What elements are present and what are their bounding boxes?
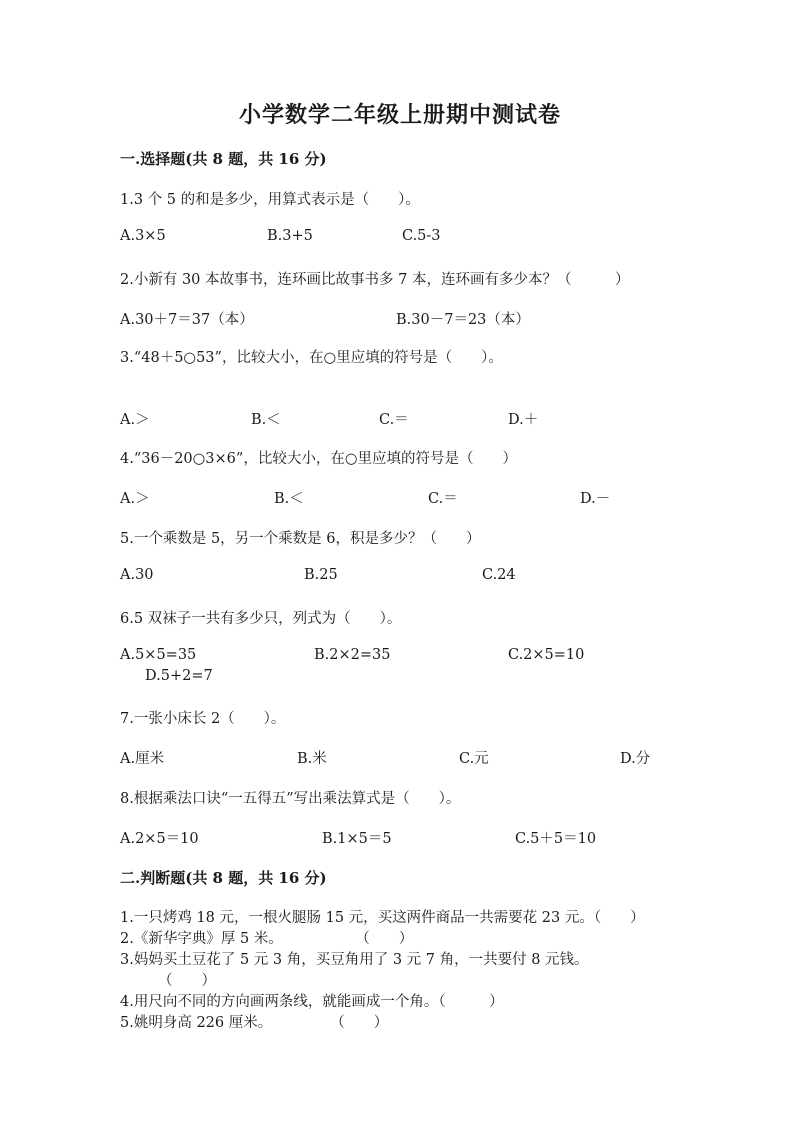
judgement-line-4: 4.用尺向不同的方向画两条线，就能画成一个角。（ ） bbox=[120, 994, 504, 1010]
option: C.2×5=10 bbox=[508, 647, 585, 663]
judgement-line-3: 3.妈妈买土豆花了 5 元 3 角，买豆角用了 3 元 7 角，一共要付 8 元钱。 bbox=[120, 952, 589, 968]
option: C.＝ bbox=[379, 412, 409, 428]
option: A.2×5＝10 bbox=[120, 831, 199, 847]
option: A.30 bbox=[120, 567, 154, 583]
option: B.25 bbox=[304, 567, 338, 583]
judgement-line-1: 1.一只烤鸡 18 元，一根火腿肠 15 元，买这两件商品一共需要花 23 元。（ ） bbox=[120, 910, 645, 926]
option: A.30＋7＝37（本） bbox=[120, 312, 254, 328]
option: B.＜ bbox=[274, 491, 304, 507]
question-2: 2.小新有 30 本故事书，连环画比故事书多 7 本，连环画有多少本？（ ） bbox=[120, 272, 630, 288]
option: C.24 bbox=[482, 567, 516, 583]
option: D.＋ bbox=[508, 412, 539, 428]
question-7: 7.一张小床长 2（ ）。 bbox=[120, 711, 286, 727]
option: B.30－7＝23（本） bbox=[396, 312, 530, 328]
question-4: 4.“36－20○3×6”，比较大小，在○里应填的符号是（ ） bbox=[120, 451, 517, 467]
option: C.5-3 bbox=[402, 228, 441, 244]
section-heading-judgement: 二.判断题(共 8 题，共 16 分) bbox=[120, 869, 327, 887]
option: B.＜ bbox=[251, 412, 281, 428]
option: A.＞ bbox=[120, 412, 150, 428]
question-3: 3.“48＋5○53”，比较大小，在○里应填的符号是（ ）。 bbox=[120, 350, 503, 366]
option: D.5+2=7 bbox=[145, 668, 213, 684]
question-1: 1.3 个 5 的和是多少，用算式表示是（ ）。 bbox=[120, 192, 420, 208]
judgement-line-2: 2.《新华字典》厚 5 米。 （ ） bbox=[120, 931, 414, 947]
option: A.3×5 bbox=[120, 228, 166, 244]
option: C.＝ bbox=[428, 491, 458, 507]
judgement-line-3-blank: （ ） bbox=[158, 973, 216, 989]
option: A.厘米 bbox=[120, 751, 165, 767]
option: A.5×5=35 bbox=[120, 647, 197, 663]
page-title: 小学数学二年级上册期中测试卷 bbox=[238, 102, 562, 128]
judgement-line-5: 5.姚明身高 226 厘米。 （ ） bbox=[120, 1015, 389, 1031]
option: B.1×5＝5 bbox=[322, 831, 392, 847]
option: B.3+5 bbox=[267, 228, 313, 244]
section-heading-choice: 一.选择题(共 8 题，共 16 分) bbox=[120, 150, 327, 168]
option: D.分 bbox=[620, 751, 651, 767]
question-5: 5.一个乘数是 5，另一个乘数是 6，积是多少？（ ） bbox=[120, 531, 481, 547]
option: A.＞ bbox=[120, 491, 150, 507]
question-8: 8.根据乘法口诀“一五得五”写出乘法算式是（ ）。 bbox=[120, 791, 461, 807]
option: B.2×2=35 bbox=[314, 647, 391, 663]
question-6: 6.5 双袜子一共有多少只，列式为（ ）。 bbox=[120, 611, 402, 627]
option: B.米 bbox=[297, 751, 327, 767]
option: D.－ bbox=[580, 491, 611, 507]
option: C.5＋5＝10 bbox=[515, 831, 597, 847]
option: C.元 bbox=[459, 751, 489, 767]
